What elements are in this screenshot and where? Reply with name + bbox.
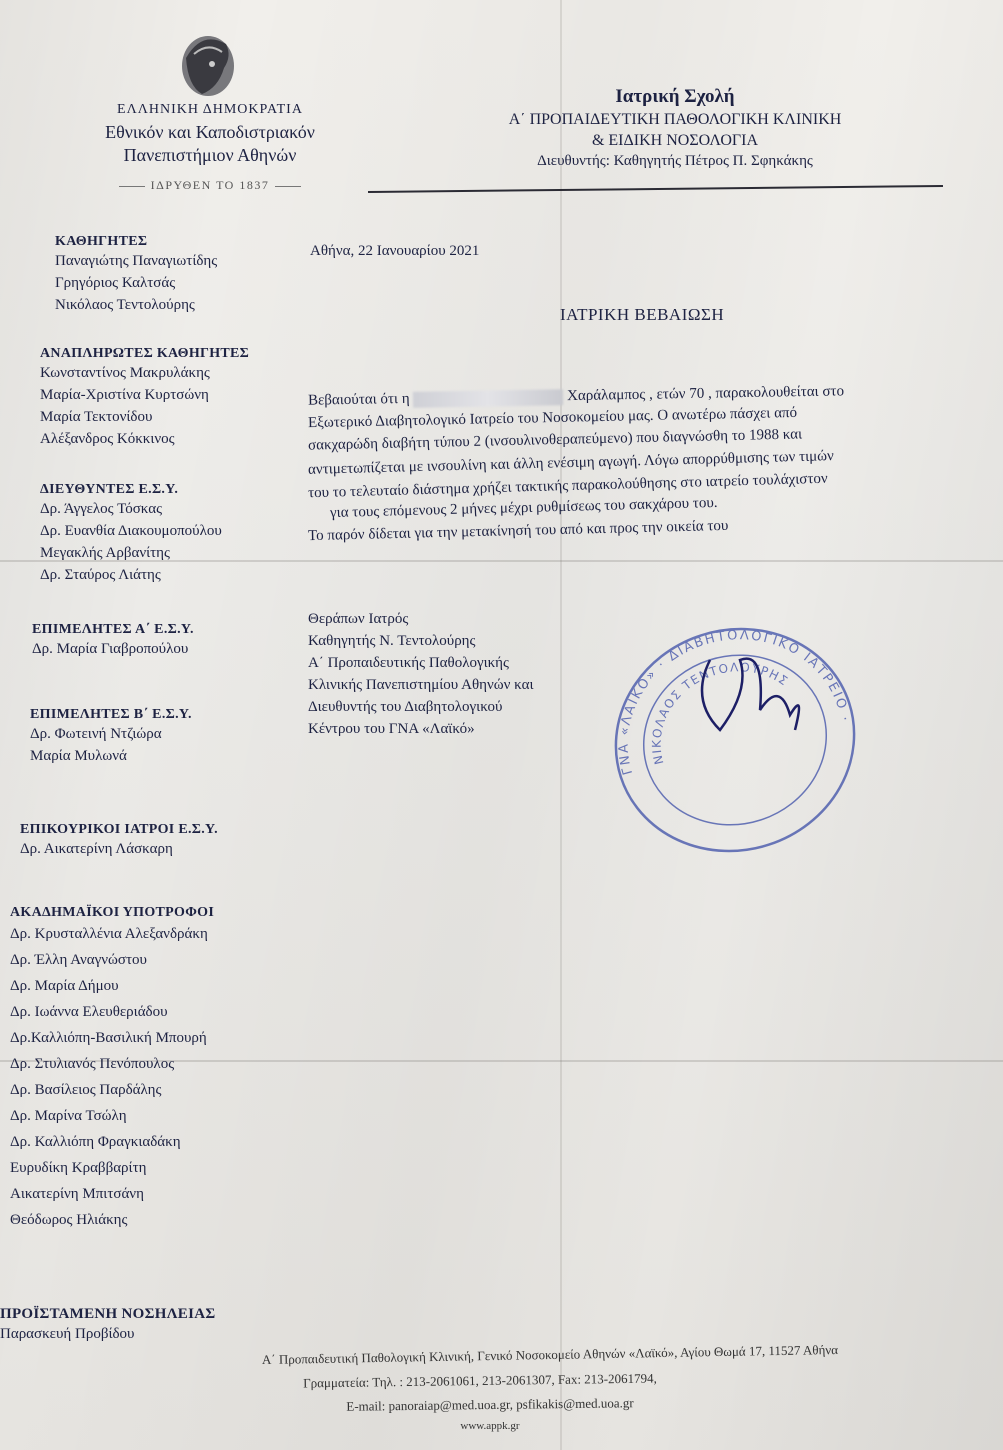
staff-name: Δρ. Κρυσταλλένια Αλεξανδράκη <box>10 926 208 942</box>
clinic-name-line2: & ΕΙΔΙΚΗ ΝΟΣΟΛΟΓΙΑ <box>591 132 759 149</box>
staff-group-heading: ΔΙΕΥΘΥΝΤΕΣ Ε.Σ.Υ. <box>40 482 179 497</box>
staff-group-fellows <box>10 905 214 1233</box>
staff-name: Δρ. Βασίλειος Παρδάλης <box>10 1082 162 1098</box>
staff-name: Νικόλαος Τεντολούρης <box>55 297 195 313</box>
footer-website: www.appk.gr <box>460 1420 520 1432</box>
school-name: Ιατρική Σχολή <box>615 86 735 107</box>
university-name-line2: Πανεπιστήμιον Αθηνών <box>123 145 297 165</box>
footer-address: Α΄ Προπαιδευτική Παθολογική Κλινική, Γενικό Νοσοκομείο Αθηνών «Λαϊκό», Αγίου Θωμά 17, 11527 Αθήνα <box>261 1341 839 1368</box>
staff-group-curators-b <box>30 707 192 767</box>
staff-group-heading: ΚΑΘΗΓΗΤΕΣ <box>55 234 148 249</box>
staff-group-aux-doctors <box>20 822 218 860</box>
staff-name: Δρ. Άγγελος Τόσκας <box>40 501 163 517</box>
official-stamp-icon <box>590 620 880 860</box>
staff-group-curators-a <box>32 622 194 660</box>
staff-group-heading: ΕΠΙΚΟΥΡΙΚΟΙ ΙΑΤΡΟΙ Ε.Σ.Υ. <box>20 822 218 837</box>
letter-line: Το παρόν δίδεται για την μετακίνησή του από και προς την οικεία του <box>307 517 729 545</box>
staff-name: Δρ. Μαρίνα Τσώλη <box>10 1108 127 1124</box>
staff-name: Δρ. Στυλιανός Πενόπουλος <box>10 1056 175 1072</box>
stamp-outer-text: ΓΝΑ «ΛΑΪΚΟ» · ΔΙΑΒΗΤΟΛΟΓΙΚΟ ΙΑΤΡΕΙΟ · <box>616 628 853 777</box>
staff-group-assoc-professors <box>40 346 249 450</box>
staff-group-professors <box>55 234 217 316</box>
clinic-name-line1: Α΄ ΠΡΟΠΑΙΔΕΥΤΙΚΗ ΠΑΘΟΛΟΓΙΚΗ ΚΛΙΝΙΚΗ <box>508 111 842 128</box>
staff-group-heading: ΕΠΙΜΕΛΗΤΕΣ Β΄ Ε.Σ.Υ. <box>30 707 192 722</box>
redacted-name <box>413 389 563 408</box>
svg-text:ΓΝΑ «ΛΑΪΚΟ» · ΔΙΑΒΗΤΟΛΟΓΙΚΟ ΙΑ <box>590 620 854 795</box>
signature-block <box>308 608 534 740</box>
staff-group-directors <box>40 482 222 586</box>
letter-line: αντιμετωπίζεται με ινσουλίνη και άλλη ενέσιμη αγωγή. Λόγω απορρύθμισης των τιμών <box>307 448 835 478</box>
letter-date: Αθήνα, 22 Ιανουαρίου 2021 <box>310 243 480 259</box>
letter-line: για τους επόμενους 2 μήνες μέχρι ρυθμίσεως του σακχάρου του. <box>329 494 718 522</box>
clinic-director: Διευθυντής: Καθηγητής Πέτρος Π. Σφηκάκης <box>537 153 813 169</box>
footer-email: E-mail: panoraiap@med.uoa.gr, psfikakis@med.uoa.gr <box>346 1395 634 1414</box>
staff-name: Μαρία-Χριστίνα Κυρτσώνη <box>40 387 209 403</box>
signature-line: Κέντρου του ΓΝΑ «Λαϊκό» <box>308 721 475 737</box>
staff-name: Παρασκευή Προβίδου <box>0 1326 135 1342</box>
staff-name: Παναγιώτης Παναγιωτίδης <box>55 253 218 269</box>
letter-line: του το τελευταίο διάστημα χρήζει τακτικής παρακολούθησης στο ιατρείο τουλάχιστον <box>307 470 828 502</box>
stamp-inner-text: ΝΙΚΟΛΑΟΣ ΤΕΝΤΟΛΟΥΡΗΣ <box>649 660 792 766</box>
signature-line: Κλινικής Πανεπιστημίου Αθηνών και <box>308 677 534 693</box>
letter-title: ΙΑΤΡΙΚΗ ΒΕΒΑΙΩΣΗ <box>560 305 725 324</box>
fold-crease <box>560 0 562 1450</box>
staff-group-heading: ΑΝΑΠΛΗΡΩΤΕΣ ΚΑΘΗΓΗΤΕΣ <box>40 346 250 361</box>
staff-name: Δρ. Έλλη Αναγνώστου <box>10 952 147 968</box>
staff-name: Ευρυδίκη Κραββαρίτη <box>10 1160 147 1176</box>
country-name: ΕΛΛΗΝΙΚΗ ΔΗΜΟΚΡΑΤΙΑ <box>117 102 303 117</box>
staff-name: Δρ. Ιωάννα Ελευθεριάδου <box>10 1004 168 1020</box>
letter-line: σακχαρώδη διαβήτη τύπου 2 (ινσουλινοθεραπεύμενο) που διαγνώσθη το 1988 και <box>307 426 803 454</box>
staff-group-heading: ΕΠΙΜΕΛΗΤΕΣ Α΄ Ε.Σ.Υ. <box>32 622 194 637</box>
staff-name: Δρ. Ευανθία Διακουμοπούλου <box>40 523 222 539</box>
signature-line: Διευθυντής του Διαβητολογικού <box>308 699 503 715</box>
signature-line: Θεράπων Ιατρός <box>308 611 409 627</box>
staff-name: Δρ. Φωτεινή Ντζιώρα <box>30 726 162 742</box>
staff-name: Δρ. Καλλιόπη Φραγκιαδάκη <box>10 1134 181 1150</box>
staff-name: Αλέξανδρος Κόκκινος <box>40 431 175 447</box>
founded-year: ΙΔΡΥΘΕΝ ΤΟ 1837 <box>40 178 380 193</box>
staff-group-nursing <box>0 1306 215 1345</box>
staff-name: Δρ. Μαρία Δήμου <box>10 978 119 994</box>
staff-name: Γρηγόριος Καλτσάς <box>55 275 176 291</box>
staff-name: Δρ.Καλλιόπη-Βασιλική Μπουρή <box>10 1030 207 1046</box>
staff-name: Δρ. Μαρία Γιαβροπούλου <box>32 641 189 657</box>
university-name-line1: Εθνικόν και Καποδιστριακόν <box>105 122 315 142</box>
signature-line: Καθηγητής Ν. Τεντολούρης <box>308 633 476 649</box>
staff-name: Δρ. Αικατερίνη Λάσκαρη <box>20 841 173 857</box>
letter-line: Εξωτερικό Διαβητολογικό Ιατρείο του Νοσοκομείου μας. Ο ανωτέρω πάσχει από <box>307 404 798 432</box>
staff-name: Δρ. Σταύρος Λιάτης <box>40 567 161 583</box>
staff-name: Κωνσταντίνος Μακρυλάκης <box>40 365 210 381</box>
footer-phones: Γραμματεία: Τηλ. : 213-2061061, 213-2061307, Fax: 213-2061794, <box>303 1370 657 1391</box>
signature-line: Α΄ Προπαιδευτικής Παθολογικής <box>308 655 509 671</box>
letter-line-start: Βεβαιούται ότι η <box>307 390 410 409</box>
header-rule <box>368 185 943 193</box>
staff-name: Μεγακλής Αρβανίτης <box>40 545 170 561</box>
staff-name: Μαρία Μυλωνά <box>30 748 127 764</box>
staff-name: Μαρία Τεκτονίδου <box>40 409 153 425</box>
staff-group-heading: ΑΚΑΔΗΜΑΪΚΟΙ ΥΠΟΤΡΟΦΟΙ <box>10 905 215 920</box>
staff-group-heading: ΠΡΟΪΣΤΑΜΕΝΗ ΝΟΣΗΛΕΙΑΣ <box>0 1306 216 1322</box>
staff-name: Θεόδωρος Ηλιάκης <box>10 1212 128 1228</box>
athena-emblem-icon <box>172 28 242 100</box>
letter-line-end: Χαράλαμπος , ετών 70 , παρακολουθείται στο <box>566 383 845 405</box>
staff-name: Αικατερίνη Μπιτσάνη <box>10 1186 144 1202</box>
